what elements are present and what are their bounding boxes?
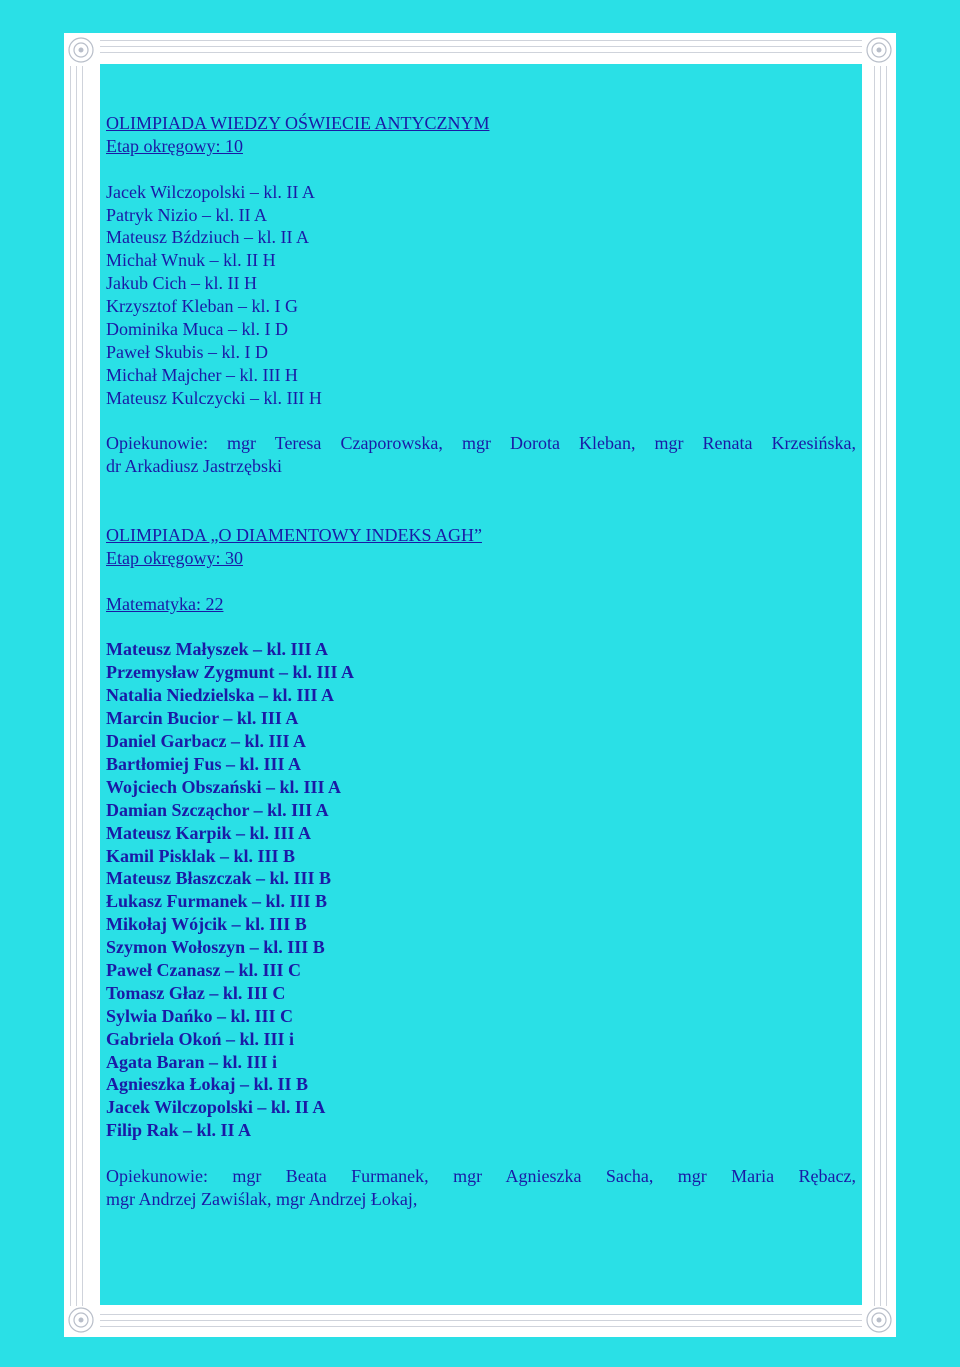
student-entry: Agata Baran – kl. III i <box>106 1051 278 1072</box>
frame-rule-top-2 <box>100 46 862 47</box>
section2-stage: Etap okręgowy: 30 <box>106 547 243 568</box>
spacer <box>106 1142 856 1165</box>
corner-ornament-icon <box>862 33 896 67</box>
section1-title: OLIMPIADA WIEDZY OŚWIECIE ANTYCZNYM <box>106 113 490 133</box>
spacer <box>106 410 856 433</box>
student-entry: Mateusz Błaszczak – kl. III B <box>106 868 331 889</box>
corner-ornament-icon <box>64 1303 98 1337</box>
student-entry: Michał Wnuk – kl. II H <box>106 250 276 271</box>
student-entry: Mateusz Małyszek – kl. III A <box>106 639 328 660</box>
frame-rule-right-2 <box>880 66 881 1306</box>
student-entry: Paweł Czanasz – kl. III C <box>106 959 302 980</box>
spacer <box>106 158 856 181</box>
student-entry: Mikołaj Wójcik – kl. III B <box>106 914 307 935</box>
section1-student-list <box>106 181 856 410</box>
student-entry: Mateusz Kulczycki – kl. III H <box>106 387 322 408</box>
student-entry: Jacek Wilczopolski – kl. II A <box>106 181 315 202</box>
student-entry: Kamil Pisklak – kl. III B <box>106 845 296 866</box>
student-entry: Dominika Muca – kl. I D <box>106 319 288 340</box>
student-entry: Agnieszka Łokaj – kl. II B <box>106 1074 309 1095</box>
student-entry: Łukasz Furmanek – kl. III B <box>106 891 328 912</box>
student-entry: Mateusz Karpik – kl. III A <box>106 822 312 843</box>
section2-subject: Matematyka: 22 <box>106 593 224 614</box>
student-entry: Marcin Bucior – kl. III A <box>106 708 299 729</box>
student-entry: Sylwia Dańko – kl. III C <box>106 1005 294 1026</box>
spacer <box>106 570 856 593</box>
section1-guardians-line2: dr Arkadiusz Jastrzębski <box>106 456 282 477</box>
section1-stage: Etap okręgowy: 10 <box>106 135 243 156</box>
student-entry: Filip Rak – kl. II A <box>106 1120 252 1141</box>
section2-student-list <box>106 638 856 1142</box>
student-entry: Paweł Skubis – kl. I D <box>106 341 268 362</box>
spacer <box>106 478 856 501</box>
frame-rule-top-1 <box>100 40 862 41</box>
document-body <box>106 112 856 1211</box>
frame-rule-left-2 <box>76 66 77 1306</box>
student-entry: Damian Szcząchor – kl. III A <box>106 799 329 820</box>
student-entry: Gabriela Okoń – kl. III i <box>106 1028 295 1049</box>
student-entry: Patryk Nizio – kl. II A <box>106 204 267 225</box>
student-entry: Szymon Wołoszyn – kl. III B <box>106 937 325 958</box>
spacer <box>106 501 856 524</box>
spacer <box>106 616 856 639</box>
student-entry: Wojciech Obszański – kl. III A <box>106 776 342 797</box>
section2-title: OLIMPIADA „O DIAMENTOWY INDEKS AGH” <box>106 525 482 546</box>
student-entry: Mateusz Bździuch – kl. II A <box>106 227 309 248</box>
frame-rule-bottom-1 <box>100 1314 862 1315</box>
frame-rule-top-3 <box>100 52 862 53</box>
student-entry: Natalia Niedzielska – kl. III A <box>106 685 335 706</box>
student-entry: Michał Majcher – kl. III H <box>106 364 298 385</box>
student-entry: Daniel Garbacz – kl. III A <box>106 731 307 752</box>
student-entry: Krzysztof Kleban – kl. I G <box>106 296 298 317</box>
section2-guardians-line2: mgr Andrzej Zawiślak, mgr Andrzej Łokaj, <box>106 1188 418 1209</box>
frame-rule-bottom-2 <box>100 1320 862 1321</box>
student-entry: Przemysław Zygmunt – kl. III A <box>106 662 355 683</box>
frame-rule-left-1 <box>70 66 71 1306</box>
frame-rule-right-1 <box>874 66 875 1306</box>
section2-guardians-line1: Opiekunowie: mgr Beata Furmanek, mgr Agnieszka Sacha, mgr Maria Rębacz, <box>106 1165 856 1186</box>
frame-rule-left-3 <box>82 66 83 1306</box>
frame-rule-right-3 <box>886 66 887 1306</box>
corner-ornament-icon <box>64 33 98 67</box>
student-entry: Jakub Cich – kl. II H <box>106 273 257 294</box>
frame-rule-bottom-3 <box>100 1326 862 1327</box>
section1-guardians-line1: Opiekunowie: mgr Teresa Czaporowska, mgr Dorota Kleban, mgr Renata Krzesińska, <box>106 433 856 454</box>
student-entry: Tomasz Głaz – kl. III C <box>106 982 286 1003</box>
corner-ornament-icon <box>862 1303 896 1337</box>
student-entry: Bartłomiej Fus – kl. III A <box>106 753 302 774</box>
student-entry: Jacek Wilczopolski – kl. II A <box>106 1097 326 1118</box>
